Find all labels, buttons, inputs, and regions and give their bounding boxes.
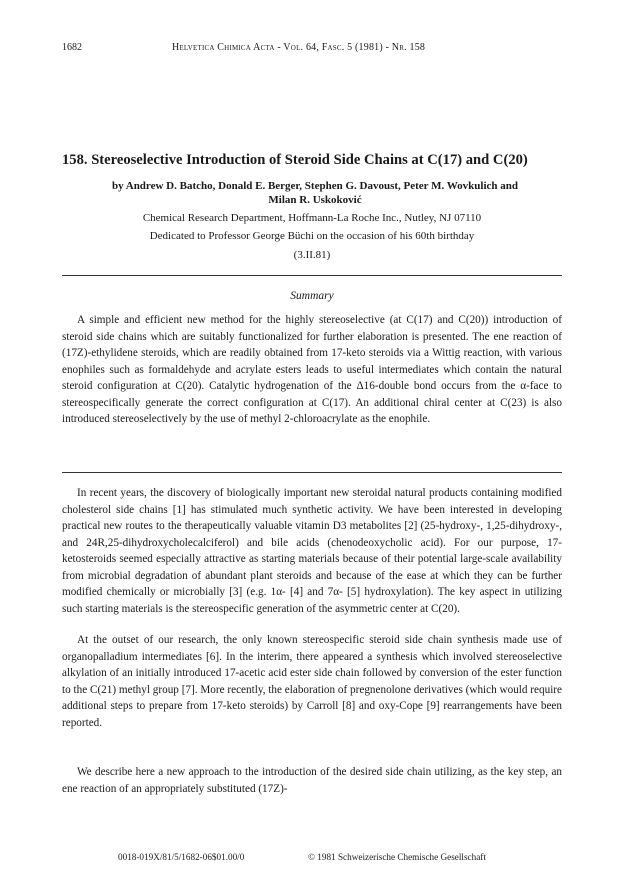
body-paragraph-3: We describe here a new approach to the introduction of the desired side chain utilizing, as the key step, an ene reaction of an appropriately substituted (17Z)- bbox=[62, 766, 562, 795]
article-title: 158. Stereoselective Introduction of Steroid Side Chains at C(17) and C(20) bbox=[62, 152, 528, 168]
body-paragraph-1: In recent years, the discovery of biologically important new steroidal natural products containing modified cholesterol side chains [1] has stimulated much synthetic activity. We have been interested in developing practical new routes to the therapeutically valuable vitamin D3 metabolites [2] (25-hydroxy-, 1,25-dihydroxy-, and 24R,25-dihydroxycholecalciferol) and bile acids (chenodeoxycholic acid). For our purpose, 17-ketosteroids seemed especially attractive as starting materials because of their potential large-scale availability from microbial degradation of abundant plant steroids and because of the ease at which they can be further modified chemically or microbially [3] (e.g. 1α- [4] and 7α- [5] hydroxylation). The key aspect in utilizing such starting materials is the stereospecific generation of the asymmetric center at C(20). bbox=[62, 487, 562, 615]
summary-top-rule bbox=[62, 275, 562, 276]
received-date: (3.II.81) bbox=[293, 249, 331, 261]
copyright-notice: © 1981 Schweizerische Chemische Gesellschaft bbox=[308, 852, 486, 862]
authors-line-1: by Andrew D. Batcho, Donald E. Berger, Stephen G. Davoust, Peter M. Wovkulich and bbox=[111, 180, 519, 192]
journal-citation: Helvetica Chimica Acta - Vol. 64, Fasc. 5 (1981) - Nr. 158 bbox=[172, 42, 426, 53]
authors-line-2: Milan R. Uskoković bbox=[268, 194, 362, 206]
summary-heading: Summary bbox=[290, 290, 334, 302]
page-number: 1682 bbox=[62, 42, 82, 53]
summary-bottom-rule bbox=[62, 472, 562, 473]
summary-text: A simple and efficient new method for the highly stereoselective (at C(17) and C(20)) introduction of steroid side chains which are suitably functionalized for further elaboration is presented. The ene reaction of (17Z)-ethylidene steroids, which are readily obtained from 17-keto steroids via a Wittig reaction, with various enophiles such as formaldehyde and acrylate esters leads to useful intermediates which contain the natural steroid configuration at C(20). Catalytic hydrogenation of the Δ16-double bond occurs from the α-face to stereospecifically generate the correct configuration at C(17). An additional chiral center at C(23) is also introduced stereoselectively by the use of methyl 2-chloroacrylate as the enophile. bbox=[62, 314, 562, 425]
affiliation: Chemical Research Department, Hoffmann-La Roche Inc., Nutley, NJ 07110 bbox=[142, 212, 482, 224]
article-code: 0018-019X/81/5/1682-06$01.00/0 bbox=[118, 852, 245, 862]
author-list bbox=[80, 179, 550, 207]
body-paragraph-2: At the outset of our research, the only known stereospecific steroid side chain synthesis made use of organopalladium intermediates [6]. In the interim, there appeared a synthesis which involved stereoselective alkylation of an initially introduced 17-acetic acid ester side chain followed by conversion of the ester function to the C(21) methyl group [7]. More recently, the elaboration of pregnenolone derivatives (which would require additional steps to prepare from 17-keto steroids) by Carroll [8] and oxy-Cope [9] rearrangements have been reported. bbox=[62, 634, 562, 729]
dedication: Dedicated to Professor George Büchi on the occasion of his 60th birthday bbox=[149, 230, 475, 242]
